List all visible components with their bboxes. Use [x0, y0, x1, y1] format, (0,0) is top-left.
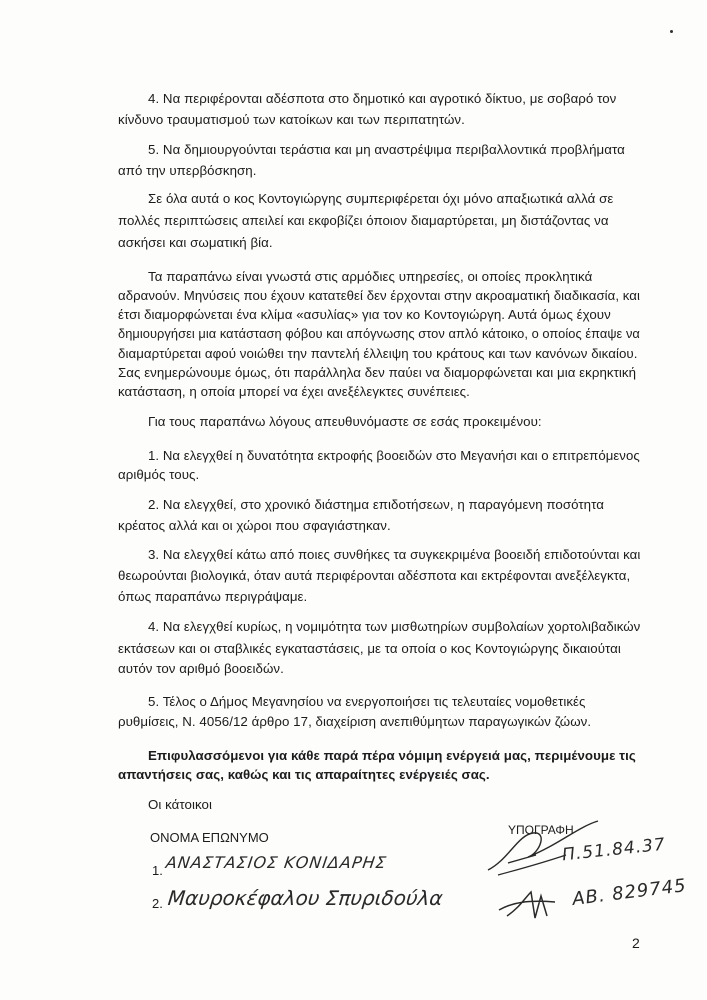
signatory-2-handwritten-name: Μαυροκέφαλου Σπυριδούλα [166, 886, 444, 910]
paragraph-6-line-2: αριθμός τους. [118, 467, 200, 482]
paragraph-4-line-7: κατάσταση, η οποία μπορεί να έχει ανεξέλεγκτες συνέπειες. [118, 384, 470, 399]
paragraph-3-line-2: πολλές περιπτώσεις απειλεί και εκφοβίζει όποιον διαμαρτύρεται, μη διστάζοντας να [118, 213, 609, 228]
paragraph-6-line-1: 1. Να ελεγχθεί η δυνατότητα εκτροφής βοοειδών στο Μεγανήσι και ο επιτρεπόμενος [148, 448, 640, 463]
paragraph-4-line-4: δημιουργήσει μια κατάσταση φόβου και απόγνωσης στον απλό κάτοικο, ο οποίος έπαψε να [118, 326, 640, 341]
paragraph-2-line-2: από την υπερβόσκηση. [118, 163, 257, 178]
paragraph-1-line-2: κίνδυνο τραυματισμού των κατοίκων και των περιπατητών. [118, 112, 465, 127]
paragraph-9-line-3: αυτόν τον αριθμό βοοειδών. [118, 661, 284, 676]
signatory-1-number: 1. [152, 863, 163, 878]
signatory-1-id-number: Π.51.84.37 [561, 834, 667, 866]
paragraph-10-line-2: ρυθμίσεις, Ν. 4056/12 άρθρο 17, διαχείριση ανεπιθύμητων παραγωγικών ζώων. [118, 714, 592, 729]
paragraph-4-line-3: έτσι διαμορφώνεται ένα κλίμα «ασυλίας» για τον κο Κοντογιώργη. Αυτά όμως έχουν [118, 307, 611, 322]
paragraph-1-line-1: 4. Να περιφέρονται αδέσποτα στο δημοτικό και αγροτικό δίκτυο, με σοβαρό τον [148, 91, 617, 106]
paragraph-3-line-1: Σε όλα αυτά ο κος Κοντογιώργης συμπεριφέρεται όχι μόνο απαξιωτικά αλλά σε [148, 191, 614, 206]
signature-column-header: ΥΠΟΓΡΑΦΗ [508, 823, 574, 837]
paragraph-8-line-2: θεωρούνται βιολογικά, όταν αυτά περιφέρονται αδέσποτα και εκτρέφονται ανεξέλεγκτα, [118, 568, 631, 583]
signatory-1-handwritten-name: ΑΝΑΣΤΑΣΙΟΣ ΚΟΝΙΔΑΡΗΣ [164, 853, 389, 872]
paragraph-9-line-2: εκτάσεων και οι σταβλικές εγκαταστάσεις, με τα οποία ο κος Κοντογιώργης δικαιούται [118, 641, 621, 656]
paragraph-11-line-1: Επιφυλασσόμενοι για κάθε παρά πέρα νόμιμη ενέργειά μας, περιμένουμε τις [148, 748, 636, 763]
paragraph-7-line-2: κρέατος αλλά και οι χώροι που σφαγιάστηκαν. [118, 518, 391, 533]
paragraph-11-line-2: απαντήσεις σας, καθώς και τις απαραίτητες ενέργειές σας. [118, 767, 490, 782]
paragraph-7-line-1: 2. Να ελεγχθεί, στο χρονικό διάστημα επιδοτήσεων, η παραγόμενη ποσότητα [148, 497, 604, 512]
paragraph-4-line-5: διαμαρτύρεται αφού νοιώθει την παντελή έλλειψη του κράτους και των κανόνων δικαίου. [118, 346, 638, 361]
paragraph-12-line-1: Οι κάτοικοι [148, 797, 212, 812]
paragraph-5-line-1: Για τους παραπάνω λόγους απευθυνόμαστε σε εσάς προκειμένου: [148, 414, 542, 429]
paragraph-4-line-1: Τα παραπάνω είναι γνωστά στις αρμόδιες υπηρεσίες, οι οποίες προκλητικά [148, 269, 593, 284]
paragraph-8-line-1: 3. Να ελεγχθεί κάτω από ποιες συνθήκες τα συγκεκριμένα βοοειδή επιδοτούνται και [148, 547, 641, 562]
paragraph-3-line-3: ασκήσει και σωματική βία. [118, 235, 273, 250]
name-column-header: ΟΝΟΜΑ ΕΠΩΝΥΜΟ [150, 830, 269, 845]
paragraph-10-line-1: 5. Τέλος ο Δήμος Μεγανησίου να ενεργοποιήσει τις τελευταίες νομοθετικές [148, 694, 586, 709]
paragraph-2-line-1: 5. Να δημιουργούνται τεράστια και μη αναστρέψιμα περιβαλλοντικά προβλήματα [148, 142, 625, 157]
signatory-2-number: 2. [152, 896, 163, 911]
signature-2-scribble [495, 888, 565, 924]
paragraph-8-line-3: όπως παραπάνω περιγράψαμε. [118, 589, 308, 604]
paragraph-9-line-1: 4. Να ελεγχθεί κυρίως, η νομιμότητα των μισθωτηρίων συμβολαίων χορτολιβαδικών [148, 619, 641, 634]
paragraph-4-line-6: Σας ενημερώνουμε όμως, ότι παράλληλα δεν παύει να διαμορφώνεται και μια εκρηκτική [118, 365, 637, 380]
page-number: 2 [632, 935, 640, 951]
paragraph-4-line-2: αδρανούν. Μηνύσεις που έχουν κατατεθεί δεν έρχονται στην ακροαματική διαδικασία, και [118, 288, 640, 303]
scan-speck [670, 30, 673, 33]
signatory-2-id-number: ΑΒ. 829745 [571, 875, 688, 910]
